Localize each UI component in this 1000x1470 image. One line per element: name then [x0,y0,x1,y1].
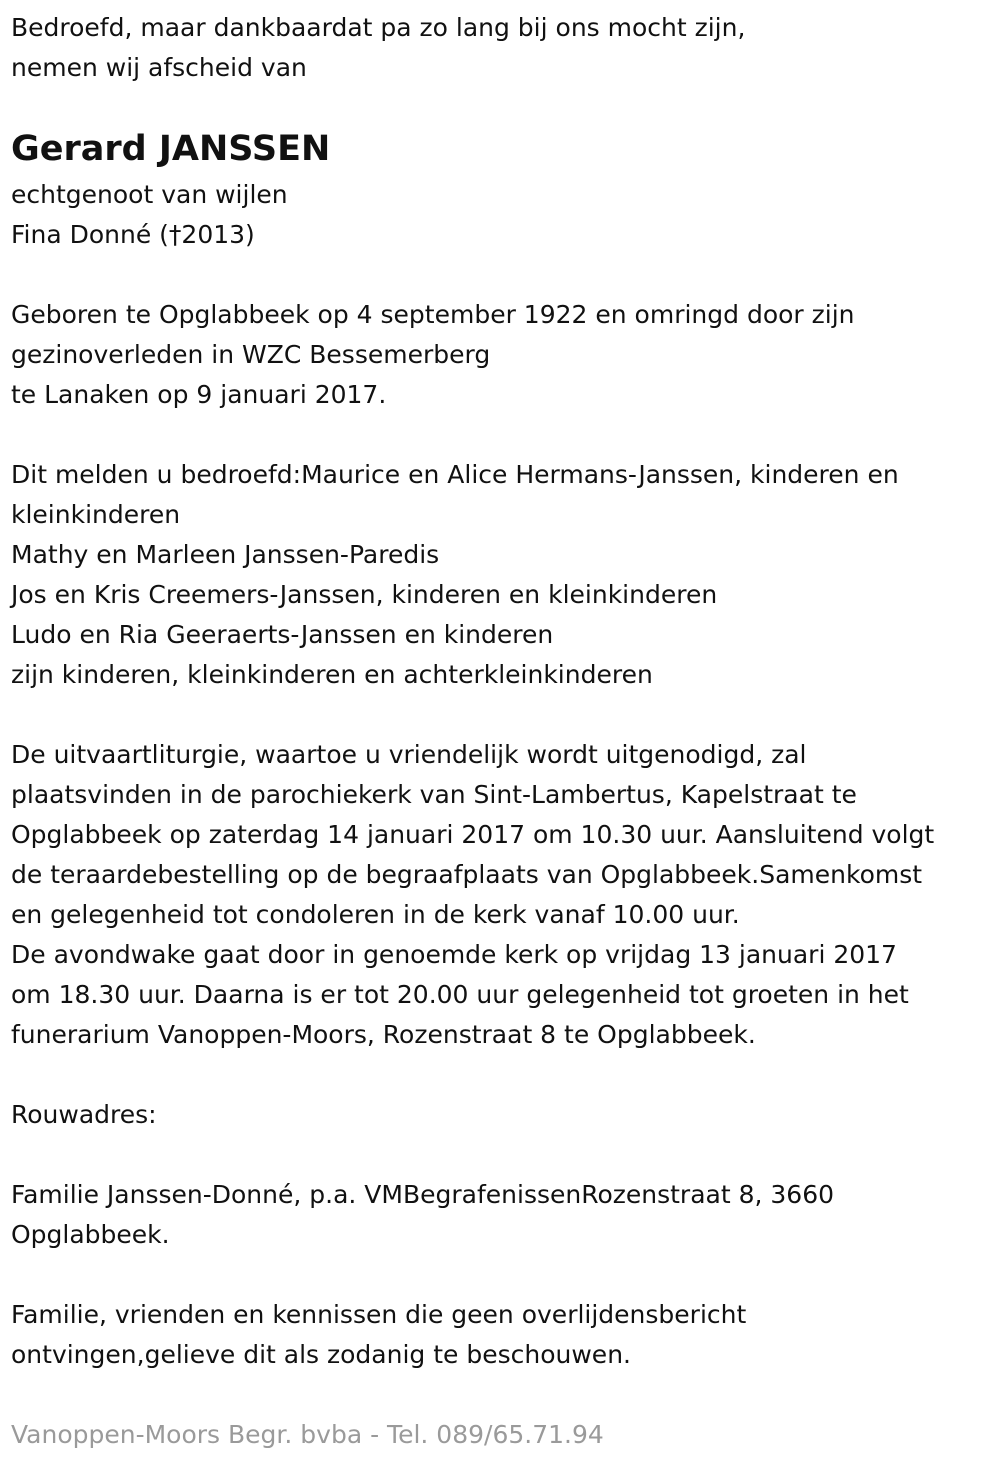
deceased-name: Gerard JANSSEN [11,129,331,169]
mourners-line: kleinkinderen [11,500,181,529]
intro-line: Bedroefd, maar dankbaardat pa zo lang bij ons mocht zijn, [11,13,746,42]
mourners-line: Dit melden u bedroefd:Maurice en Alice Hermans-Janssen, kinderen en [11,460,899,489]
funeral-home-footer: Vanoppen-Moors Begr. bvba - Tel. 089/65.71.94 [11,1420,604,1449]
birth-death-line: te Lanaken op 9 januari 2017. [11,380,387,409]
address-line: Opglabbeek. [11,1220,170,1249]
address-label: Rouwadres: [11,1100,157,1129]
funeral-line: funerarium Vanoppen-Moors, Rozenstraat 8 te Opglabbeek. [11,1020,756,1049]
closing-line: Familie, vrienden en kennissen die geen overlijdensbericht [11,1300,747,1329]
birth-death-line: gezinoverleden in WZC Bessemerberg [11,340,491,369]
funeral-line: en gelegenheid tot condoleren in de kerk vanaf 10.00 uur. [11,900,740,929]
mourners-line: Ludo en Ria Geeraerts-Janssen en kinderen [11,620,554,649]
address-line: Familie Janssen-Donné, p.a. VMBegrafenissenRozenstraat 8, 3660 [11,1180,835,1209]
mourners-line: zijn kinderen, kleinkinderen en achterkleinkinderen [11,660,653,689]
birth-death-line: Geboren te Opglabbeek op 4 september 1922 en omringd door zijn [11,300,855,329]
funeral-line: Opglabbeek op zaterdag 14 januari 2017 om 10.30 uur. Aansluitend volgt [11,820,935,849]
spouse-line: Fina Donné (†2013) [11,220,255,249]
intro-line: nemen wij afscheid van [11,53,307,82]
funeral-line: om 18.30 uur. Daarna is er tot 20.00 uur gelegenheid tot groeten in het [11,980,909,1009]
mourners-line: Jos en Kris Creemers-Janssen, kinderen en kleinkinderen [11,580,718,609]
funeral-line: De uitvaartliturgie, waartoe u vriendelijk wordt uitgenodigd, zal [11,740,807,769]
mourners-line: Mathy en Marleen Janssen-Paredis [11,540,440,569]
spouse-line: echtgenoot van wijlen [11,180,288,209]
funeral-line: De avondwake gaat door in genoemde kerk op vrijdag 13 januari 2017 [11,940,897,969]
funeral-line: de teraardebestelling op de begraafplaats van Opglabbeek.Samenkomst [11,860,923,889]
funeral-line: plaatsvinden in de parochiekerk van Sint-Lambertus, Kapelstraat te [11,780,857,809]
closing-line: ontvingen,gelieve dit als zodanig te beschouwen. [11,1340,631,1369]
